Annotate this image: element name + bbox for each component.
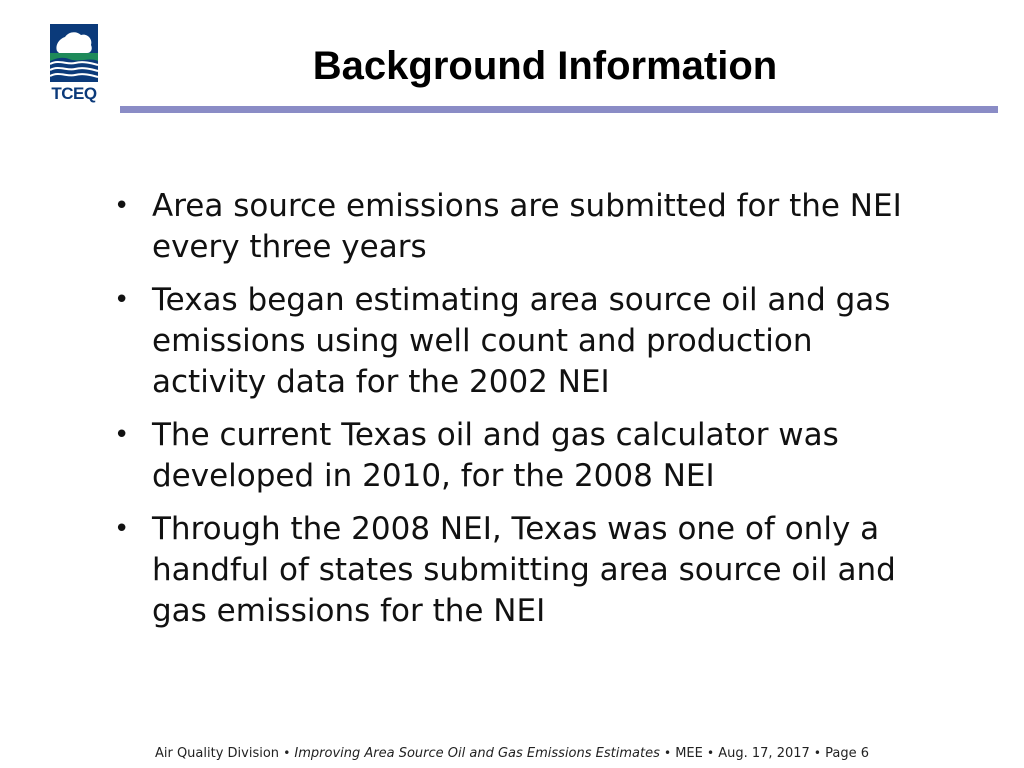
bullet-text: Area source emissions are submitted for the NEI every three years [152, 188, 902, 265]
footer-separator: • [813, 746, 821, 760]
bullet-icon: • [114, 285, 130, 315]
footer-presentation: Improving Area Source Oil and Gas Emissions Estimates [294, 746, 660, 761]
bullet-text: Texas began estimating area source oil and gas emissions using well count and production activity data for the 2002 NEI [152, 282, 891, 400]
bullet-icon: • [114, 514, 130, 544]
slide-footer [0, 744, 1024, 763]
footer-separator: • [664, 746, 672, 760]
footer-division: Air Quality Division [154, 746, 280, 761]
logo-text: TCEQ [51, 84, 97, 103]
footer-separator: • [707, 746, 715, 760]
tceq-logo-icon [49, 23, 99, 83]
footer-page: Page 6 [825, 746, 870, 761]
bullet-icon: • [114, 191, 130, 221]
bullet-icon: • [114, 420, 130, 450]
bullet-item [112, 415, 932, 497]
footer-date: Aug. 17, 2017 [718, 746, 810, 761]
footer-event: MEE [675, 746, 703, 761]
slide-title: Background Information [312, 44, 778, 88]
footer-separator: • [283, 746, 291, 760]
bullet-text: Through the 2008 NEI, Texas was one of only a handful of states submitting area source oil and gas emissions for the NEI [152, 511, 896, 629]
bullet-item [112, 186, 932, 268]
bullet-list [112, 186, 932, 644]
bullet-item [112, 280, 932, 403]
bullet-text: The current Texas oil and gas calculator was developed in 2010, for the 2008 NEI [152, 417, 839, 494]
tceq-logo [49, 23, 99, 107]
title-divider [120, 106, 998, 113]
bullet-item [112, 509, 932, 632]
